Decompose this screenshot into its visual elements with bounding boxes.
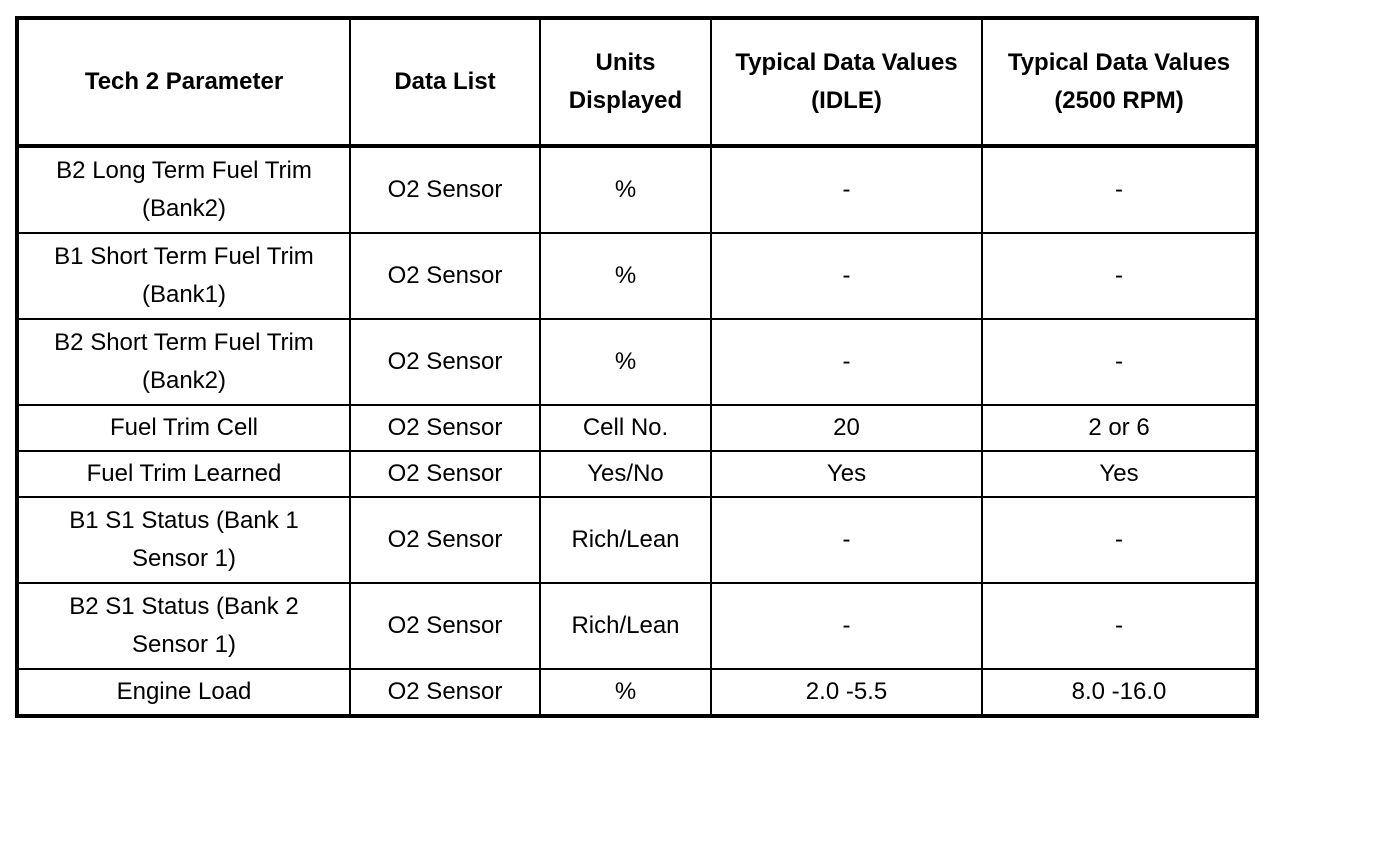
cell-units: Rich/Lean (540, 497, 711, 583)
cell-idle: - (711, 319, 982, 405)
table-row (17, 146, 1257, 233)
cell-2500rpm: - (982, 319, 1257, 405)
cell-units: % (540, 146, 711, 233)
cell-units: Rich/Lean (540, 583, 711, 669)
header-data-list: Data List (350, 18, 540, 146)
cell-2500rpm: 2 or 6 (982, 405, 1257, 451)
cell-parameter: Engine Load (17, 669, 350, 716)
cell-2500rpm: - (982, 497, 1257, 583)
cell-idle: - (711, 233, 982, 319)
cell-units: % (540, 319, 711, 405)
table-row (17, 405, 1257, 451)
table-row (17, 583, 1257, 669)
cell-parameter: B2 Short Term Fuel Trim (Bank2) (17, 319, 350, 405)
table-row (17, 669, 1257, 716)
cell-idle: - (711, 497, 982, 583)
cell-2500rpm: - (982, 583, 1257, 669)
cell-idle: 20 (711, 405, 982, 451)
cell-units: Yes/No (540, 451, 711, 497)
table-row (17, 319, 1257, 405)
cell-data-list: O2 Sensor (350, 233, 540, 319)
cell-idle: - (711, 146, 982, 233)
cell-parameter: B1 S1 Status (Bank 1 Sensor 1) (17, 497, 350, 583)
cell-units: % (540, 233, 711, 319)
cell-data-list: O2 Sensor (350, 583, 540, 669)
cell-data-list: O2 Sensor (350, 497, 540, 583)
cell-parameter: Fuel Trim Cell (17, 405, 350, 451)
cell-parameter: B2 Long Term Fuel Trim (Bank2) (17, 146, 350, 233)
cell-idle: 2.0 -5.5 (711, 669, 982, 716)
header-typical-values-idle: Typical Data Values (IDLE) (711, 18, 982, 146)
cell-parameter: B1 Short Term Fuel Trim (Bank1) (17, 233, 350, 319)
tech2-parameter-table (15, 16, 1259, 718)
cell-data-list: O2 Sensor (350, 146, 540, 233)
table-row (17, 451, 1257, 497)
cell-idle: - (711, 583, 982, 669)
cell-2500rpm: - (982, 146, 1257, 233)
cell-data-list: O2 Sensor (350, 669, 540, 716)
cell-2500rpm: 8.0 -16.0 (982, 669, 1257, 716)
cell-2500rpm: Yes (982, 451, 1257, 497)
cell-parameter: Fuel Trim Learned (17, 451, 350, 497)
cell-units: % (540, 669, 711, 716)
cell-data-list: O2 Sensor (350, 405, 540, 451)
cell-units: Cell No. (540, 405, 711, 451)
header-tech2-parameter: Tech 2 Parameter (17, 18, 350, 146)
cell-idle: Yes (711, 451, 982, 497)
table-row (17, 497, 1257, 583)
cell-data-list: O2 Sensor (350, 451, 540, 497)
cell-2500rpm: - (982, 233, 1257, 319)
table-row (17, 233, 1257, 319)
cell-data-list: O2 Sensor (350, 319, 540, 405)
header-typical-values-2500rpm: Typical Data Values (2500 RPM) (982, 18, 1257, 146)
cell-parameter: B2 S1 Status (Bank 2 Sensor 1) (17, 583, 350, 669)
header-units-displayed: Units Displayed (540, 18, 711, 146)
header-row (17, 18, 1257, 146)
